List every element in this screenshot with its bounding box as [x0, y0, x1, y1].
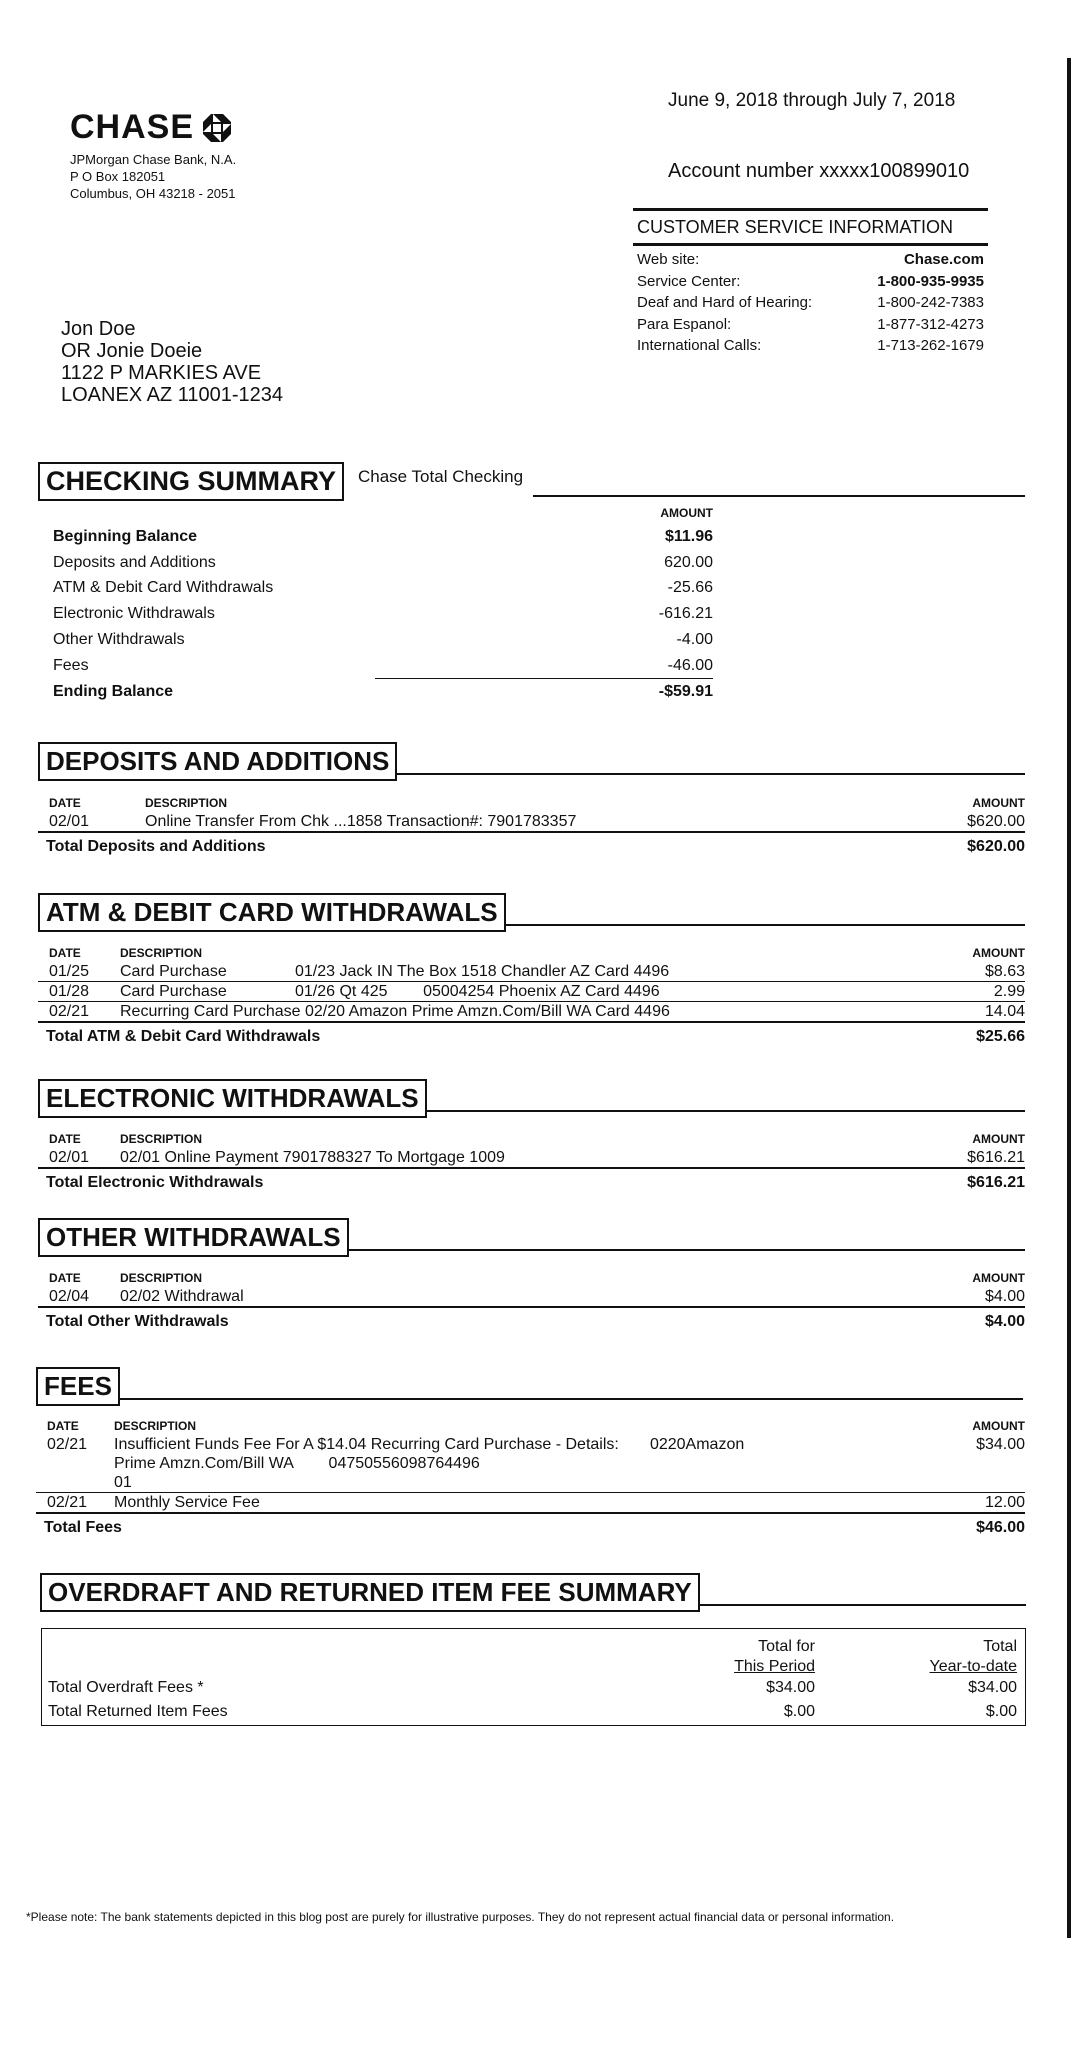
csi-value-service-center: 1-800-935-9935: [877, 272, 984, 290]
customer-line2: OR Jonie Doeie: [61, 340, 203, 362]
total-label: Total Fees: [44, 1519, 122, 1536]
row-amount: $616.21: [967, 1149, 1025, 1166]
total-label: Total Electronic Withdrawals: [46, 1174, 264, 1191]
atm-table: [38, 942, 1025, 1046]
col-date: DATE: [49, 1271, 81, 1285]
row-amount: $620.00: [967, 813, 1025, 830]
summary-row: [53, 576, 713, 602]
total-label: Total Other Withdrawals: [46, 1313, 229, 1330]
section-title: ATM & DEBIT CARD WITHDRAWALS: [38, 893, 506, 932]
col-this-period: [734, 1637, 815, 1677]
csi-row-website: [633, 249, 988, 271]
section-title: FEES: [36, 1367, 120, 1406]
csi-value-website: Chase.com: [903, 251, 984, 268]
col-description: DESCRIPTION: [114, 1419, 197, 1433]
chase-logo: [70, 108, 232, 147]
total-amount: $620.00: [967, 838, 1025, 855]
col-description: DESCRIPTION: [120, 946, 203, 960]
row-description-line: 01: [114, 1474, 132, 1491]
summary-label: Beginning Balance: [53, 527, 198, 545]
col-ytd-line2: Year-to-date: [929, 1658, 1017, 1675]
row-description-line: Prime Amzn.Com/Bill WA 04750556098764496: [114, 1455, 480, 1472]
table-header: [38, 1128, 1025, 1148]
col-date: DATE: [49, 796, 81, 810]
csi-label: Web site:: [637, 251, 700, 268]
csi-value-international: 1-713-262-1679: [877, 337, 984, 354]
section-rule: [533, 495, 1025, 497]
row-amount: $34.00: [976, 1436, 1025, 1453]
csi-label: Para Espanol:: [637, 315, 732, 333]
total-amount: $4.00: [984, 1313, 1025, 1330]
row-amount: 14.04: [984, 1003, 1025, 1020]
col-this-period-line1: Total for: [758, 1638, 815, 1655]
summary-amount: -$59.91: [658, 682, 713, 700]
row-description: [110, 1002, 885, 1021]
col-amount: AMOUNT: [972, 1419, 1025, 1433]
row-description-text: Online Transfer From Chk ...1858 Transaction#: 7901783357: [145, 813, 577, 830]
overdraft-row: [48, 1679, 1017, 1697]
electronic-heading: [38, 1079, 1025, 1118]
section-rule: [700, 1604, 1026, 1606]
col-date: DATE: [47, 1419, 79, 1433]
section-rule: [120, 1398, 1023, 1400]
col-ytd: [930, 1637, 1017, 1677]
table-header: [38, 1267, 1025, 1287]
checking-summary-heading: [38, 462, 1025, 501]
col-date: DATE: [49, 1132, 81, 1146]
footnote: *Please note: The bank statements depicted in this blog post are purely for illustrative purposes. They do not represent actual financial data or personal information.: [26, 1910, 895, 1924]
section-title: OVERDRAFT AND RETURNED ITEM FEE SUMMARY: [40, 1573, 700, 1612]
table-row: [38, 1148, 1025, 1169]
other-heading: [38, 1218, 1025, 1257]
summary-amount: -4.00: [676, 631, 713, 649]
row-description: [110, 1287, 885, 1306]
page-right-border: [1067, 58, 1071, 1938]
atm-heading: [38, 893, 1025, 932]
bank-address-line2: Columbus, OH 43218 - 2051: [70, 186, 236, 201]
csi-row-espanol: [633, 314, 988, 336]
overdraft-ytd: $.00: [985, 1703, 1017, 1720]
row-date: 02/21: [47, 1436, 88, 1453]
row-description-text: Monthly Service Fee: [114, 1494, 260, 1511]
table-total: [36, 1514, 1025, 1537]
table-header: [38, 792, 1025, 812]
table-row: [36, 1435, 1025, 1493]
row-date: 01/25: [49, 963, 90, 980]
csi-row-deaf: [633, 292, 988, 314]
other-table: [38, 1267, 1025, 1331]
table-row: [38, 962, 1025, 982]
csi-label: Service Center:: [637, 272, 741, 290]
row-date: 02/21: [47, 1494, 88, 1511]
bank-name: JPMorgan Chase Bank, N.A.: [70, 152, 237, 167]
summary-row-ending: [53, 679, 713, 705]
row-date: 02/04: [49, 1288, 90, 1305]
deposits-heading: [38, 742, 1025, 781]
summary-amount: -616.21: [658, 605, 713, 623]
total-amount: $616.21: [967, 1174, 1025, 1191]
row-description-type: Card Purchase: [120, 983, 227, 1000]
total-amount: $25.66: [976, 1028, 1025, 1045]
table-total: [38, 1023, 1025, 1046]
section-title: CHECKING SUMMARY: [38, 462, 344, 501]
summary-row: [53, 550, 713, 576]
overdraft-period: $34.00: [766, 1679, 815, 1696]
octagon-logo-icon: [202, 113, 232, 143]
section-rule: [397, 773, 1025, 775]
summary-row: [53, 653, 713, 679]
section-title: ELECTRONIC WITHDRAWALS: [38, 1079, 427, 1118]
product-name: Chase Total Checking: [358, 467, 524, 486]
row-amount: 12.00: [984, 1494, 1025, 1511]
total-amount: $46.00: [976, 1519, 1025, 1536]
csi-row-international: [633, 335, 988, 357]
row-date: 02/21: [49, 1003, 90, 1020]
overdraft-heading: [40, 1573, 1026, 1612]
amount-header: AMOUNT: [660, 506, 713, 520]
row-description-type: Card Purchase: [120, 963, 227, 980]
total-label: Total Deposits and Additions: [46, 838, 266, 855]
summary-divider: [375, 678, 713, 679]
customer-service-title: CUSTOMER SERVICE INFORMATION: [633, 208, 988, 246]
bank-address-line1: P O Box 182051: [70, 169, 166, 184]
table-total: [38, 1308, 1025, 1331]
row-description-detail: 01/26 Qt 425 05004254 Phoenix AZ Card 4496: [295, 983, 660, 1000]
summary-row: [53, 627, 713, 653]
row-description: [110, 1148, 885, 1167]
row-description-text: 02/02 Withdrawal: [120, 1288, 244, 1305]
row-date: 02/01: [49, 1149, 90, 1166]
csi-label: International Calls:: [637, 337, 762, 354]
row-description: [108, 1493, 885, 1512]
table-row: [38, 1002, 1025, 1023]
fees-heading: [36, 1367, 1023, 1406]
row-description-text: 02/01 Online Payment 7901788327 To Mortgage 1009: [120, 1149, 505, 1166]
table-total: [38, 833, 1025, 856]
summary-amount: $11.96: [664, 527, 713, 545]
col-date: DATE: [49, 946, 81, 960]
col-amount: AMOUNT: [972, 946, 1025, 960]
col-this-period-line2: This Period: [734, 1658, 815, 1675]
summary-amount: -46.00: [667, 656, 713, 674]
row-amount: 2.99: [993, 983, 1025, 1000]
table-row: [38, 1287, 1025, 1308]
section-rule: [506, 924, 1025, 926]
section-title: OTHER WITHDRAWALS: [38, 1218, 349, 1257]
summary-label: Fees: [53, 656, 89, 674]
summary-row: [53, 524, 713, 550]
logo-text: CHASE: [70, 108, 195, 146]
csi-row-service-center: [633, 271, 988, 293]
overdraft-summary-box: [41, 1628, 1026, 1726]
summary-label: Deposits and Additions: [53, 553, 216, 571]
deposits-table: [38, 792, 1025, 856]
summary-row: [53, 601, 713, 627]
csi-value-espanol: 1-877-312-4273: [877, 315, 984, 333]
fees-table: [36, 1415, 1025, 1537]
account-number: Account number xxxxx100899010: [668, 160, 970, 182]
section-rule: [349, 1249, 1025, 1251]
summary-label: Ending Balance: [53, 682, 174, 700]
col-ytd-line1: Total: [983, 1638, 1017, 1655]
row-date: 01/28: [49, 983, 90, 1000]
row-amount: $4.00: [984, 1288, 1025, 1305]
row-description: [110, 812, 885, 831]
customer-address: [61, 318, 283, 406]
csi-value-deaf: 1-800-242-7383: [877, 294, 984, 311]
col-amount: AMOUNT: [972, 1132, 1025, 1146]
row-description-line: Insufficient Funds Fee For A $14.04 Recurring Card Purchase - Details: 0220Amazon: [114, 1436, 745, 1453]
customer-line4: LOANEX AZ 11001-1234: [61, 384, 283, 406]
row-description-text: Recurring Card Purchase 02/20 Amazon Prime Amzn.Com/Bill WA Card 4496: [120, 1003, 670, 1020]
section-rule: [427, 1110, 1025, 1112]
row-description: [110, 982, 885, 1001]
bank-address: [70, 151, 236, 202]
table-header: [36, 1415, 1025, 1435]
table-row: [38, 982, 1025, 1002]
summary-label: Electronic Withdrawals: [53, 605, 215, 623]
overdraft-period: $.00: [783, 1703, 815, 1720]
summary-label: Other Withdrawals: [53, 631, 185, 649]
electronic-table: [38, 1128, 1025, 1192]
summary-amount: -25.66: [667, 579, 713, 597]
summary-amount: 620.00: [664, 553, 713, 571]
returned-item-row: [48, 1703, 1017, 1721]
summary-label: ATM & Debit Card Withdrawals: [53, 579, 274, 597]
row-description: [110, 962, 885, 981]
table-row: [36, 1493, 1025, 1514]
table-total: [38, 1169, 1025, 1192]
statement-period: June 9, 2018 through July 7, 2018: [668, 90, 956, 111]
total-label: Total ATM & Debit Card Withdrawals: [46, 1028, 321, 1045]
row-amount: $8.63: [984, 963, 1025, 980]
col-description: DESCRIPTION: [145, 796, 228, 810]
row-description-detail: 01/23 Jack IN The Box 1518 Chandler AZ Card 4496: [295, 963, 670, 980]
customer-service-info: [633, 208, 988, 357]
table-header: [38, 942, 1025, 962]
csi-label: Deaf and Hard of Hearing:: [637, 294, 813, 311]
row-description: [108, 1435, 885, 1492]
section-title: DEPOSITS AND ADDITIONS: [38, 742, 397, 781]
customer-line3: 1122 P MARKIES AVE: [61, 362, 262, 384]
row-date: 02/01: [49, 813, 90, 830]
col-description: DESCRIPTION: [120, 1271, 203, 1285]
col-amount: AMOUNT: [972, 1271, 1025, 1285]
overdraft-label: Total Returned Item Fees: [48, 1703, 228, 1720]
table-row: [38, 812, 1025, 833]
checking-summary-table: [53, 506, 713, 705]
overdraft-label: Total Overdraft Fees *: [48, 1679, 204, 1696]
col-amount: AMOUNT: [972, 796, 1025, 810]
overdraft-ytd: $34.00: [968, 1679, 1017, 1696]
col-description: DESCRIPTION: [120, 1132, 203, 1146]
customer-line1: Jon Doe: [61, 318, 136, 340]
